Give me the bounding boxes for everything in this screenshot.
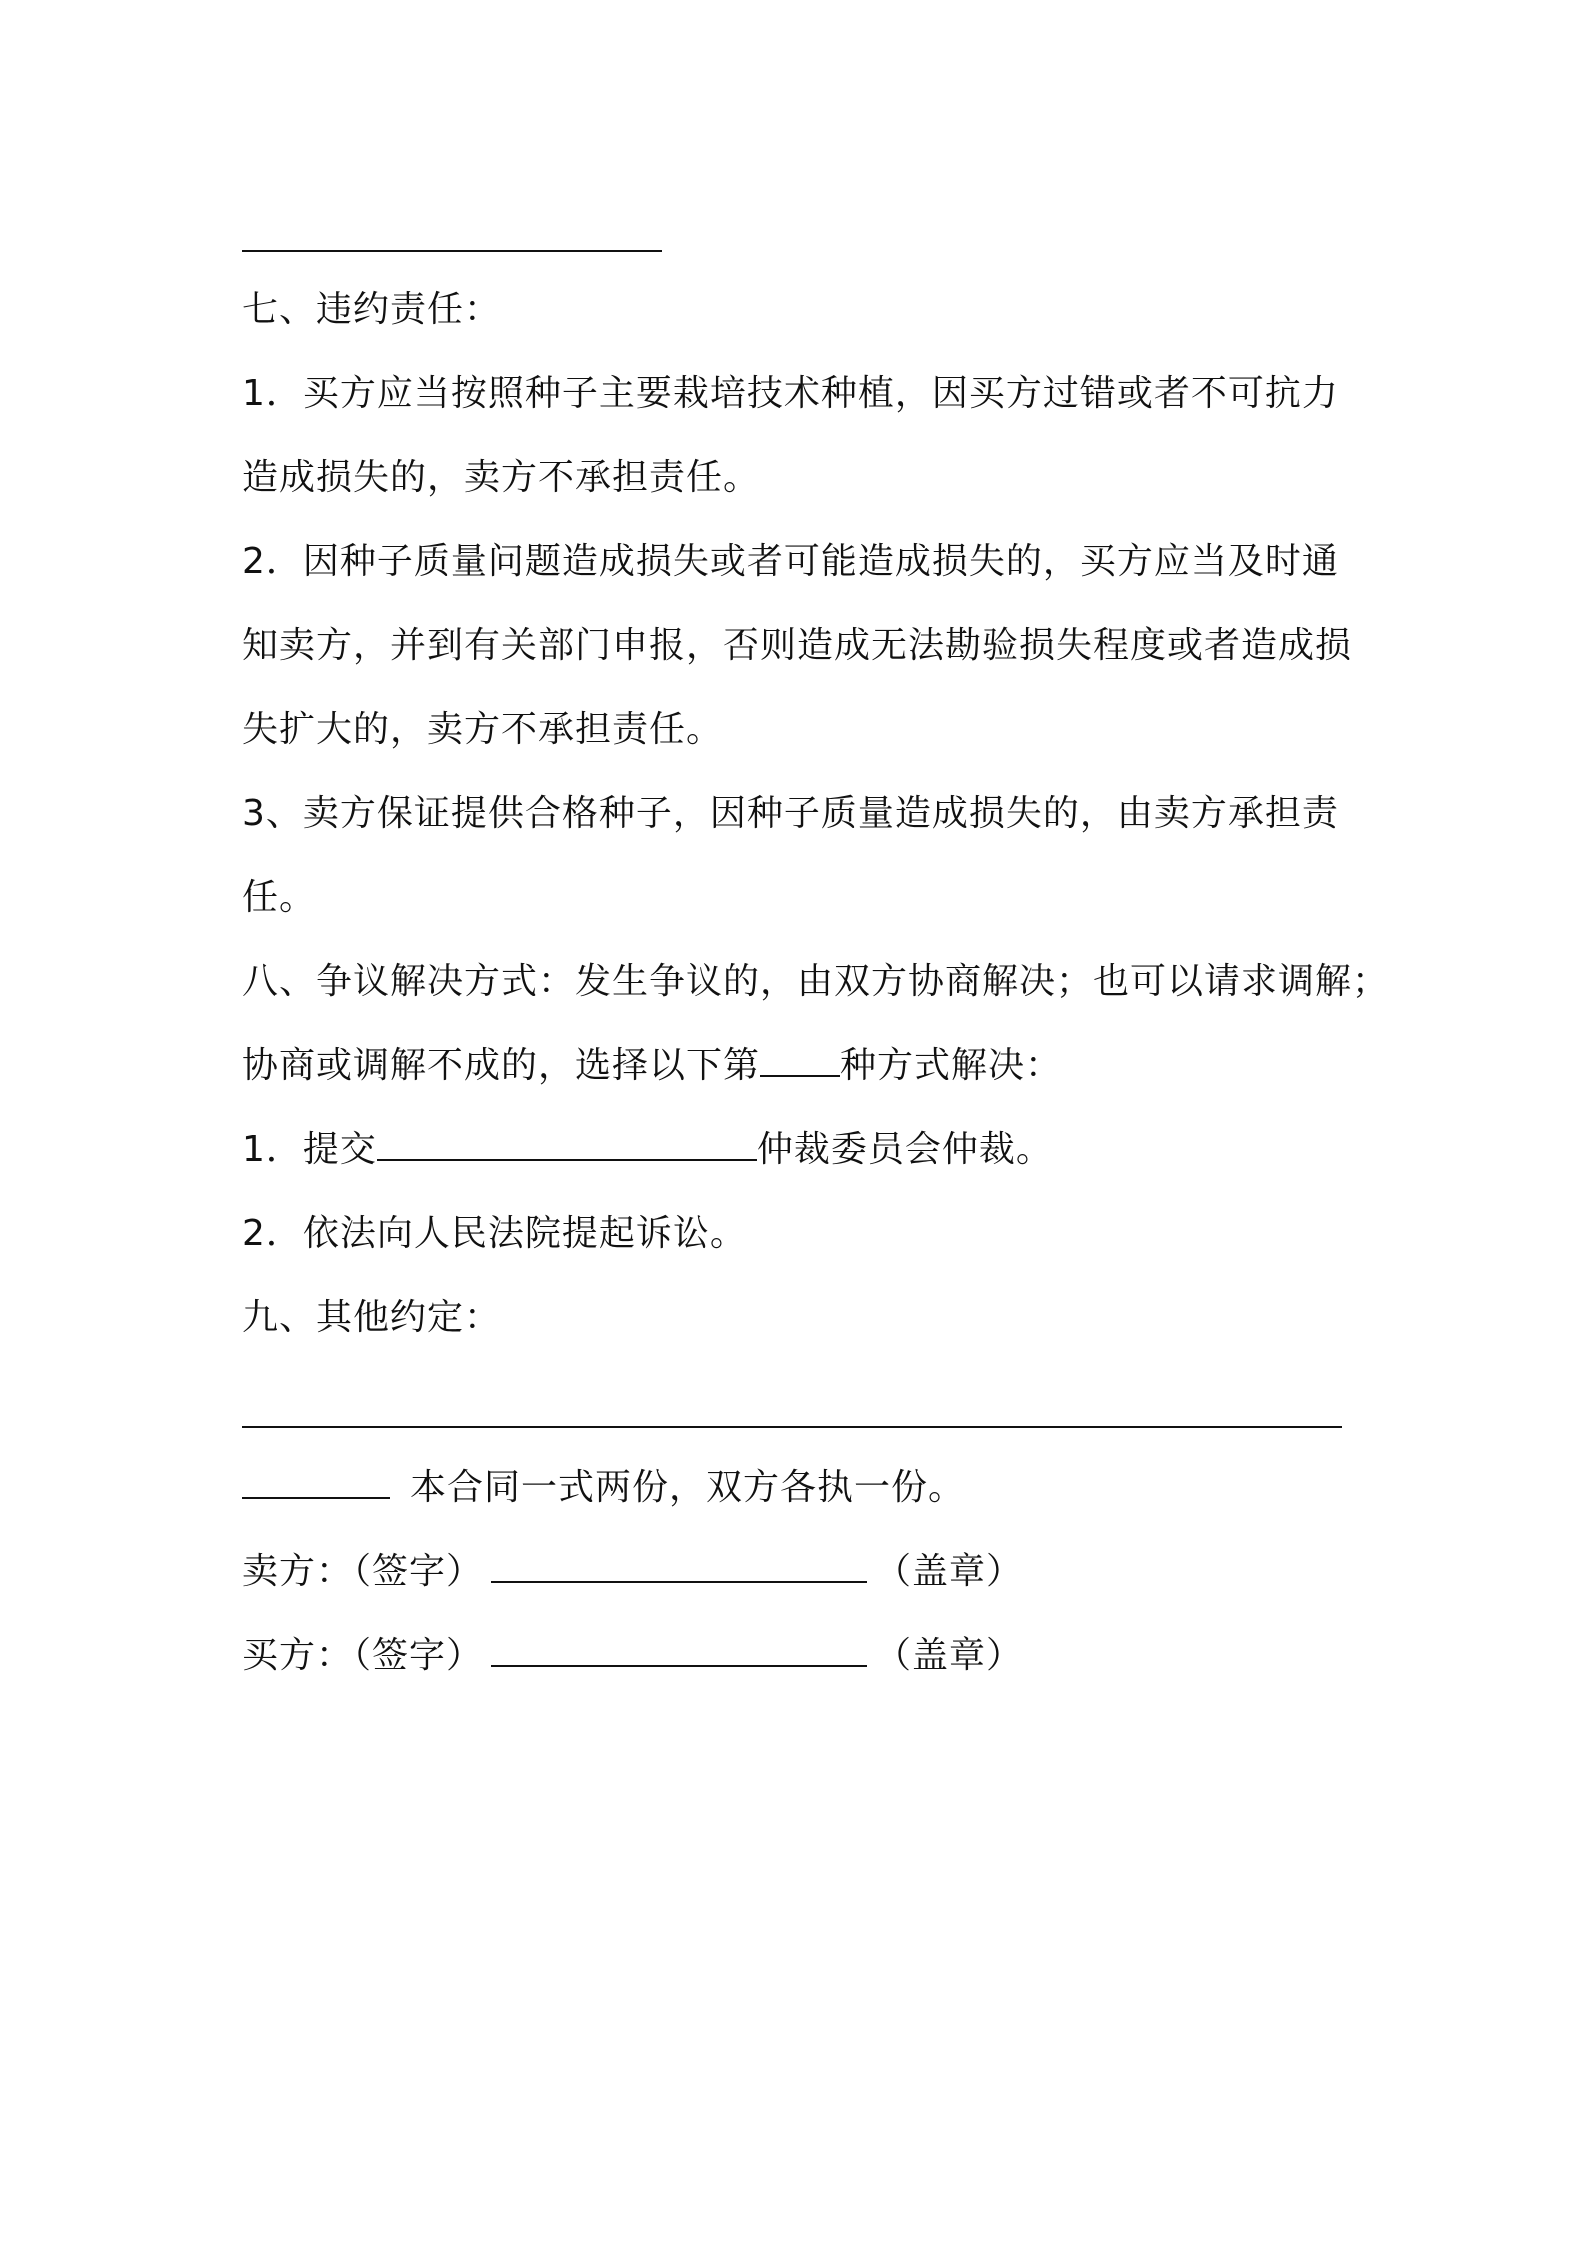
- section-nine-heading: 九、其他约定：: [242, 1297, 502, 1338]
- other-terms-blank-line[interactable]: [242, 1426, 1342, 1428]
- section-eight-line2: [242, 1024, 1362, 1108]
- section-eight-line2-post: 种方式解决：: [840, 1045, 1063, 1086]
- buyer-signature-line: [242, 1614, 1362, 1698]
- arbitration-commission-blank[interactable]: [377, 1129, 757, 1161]
- method-choice-blank[interactable]: [760, 1045, 840, 1077]
- seller-signature-line: [242, 1530, 1362, 1614]
- buyer-signature-blank[interactable]: [491, 1635, 867, 1667]
- closing-text: 本合同一式两份，双方各执一份。: [410, 1467, 966, 1508]
- section-eight-item1: [242, 1108, 1362, 1192]
- section-eight-item2: 2．依法向人民法院提起诉讼。: [242, 1213, 747, 1254]
- seller-signature-blank[interactable]: [491, 1551, 867, 1583]
- closing-line: [242, 1446, 1362, 1530]
- section-seven-item2-line1: 2．因种子质量问题造成损失或者可能造成损失的，买方应当及时通: [242, 541, 1339, 582]
- section-seven-item3-line2: 任。: [242, 877, 317, 918]
- section-seven-heading: 七、违约责任：: [242, 289, 502, 330]
- section-seven-item2-line3: 失扩大的，卖方不承担责任。: [242, 709, 724, 750]
- section-seven-item1-line2: 造成损失的，卖方不承担责任。: [242, 457, 761, 498]
- section-seven-item2-line2: 知卖方，并到有关部门申报，否则造成无法勘验损失程度或者造成损: [242, 625, 1353, 666]
- section-seven-item3-line1: 3、卖方保证提供合格种子，因种子质量造成损失的，由卖方承担责: [242, 793, 1339, 834]
- section-eight-item1-pre: 1．提交: [242, 1129, 377, 1170]
- buyer-label: 买方：（签字）: [242, 1635, 484, 1676]
- section-eight-line1: 八、争议解决方式：发生争议的，由双方协商解决；也可以请求调解；: [242, 961, 1390, 1002]
- seller-label: 卖方：（签字）: [242, 1551, 484, 1592]
- section-seven-item1-line1: 1．买方应当按照种子主要栽培技术种植，因买方过错或者不可抗力: [242, 373, 1339, 414]
- buyer-seal-label: （盖章）: [875, 1635, 1024, 1676]
- contract-closing: [242, 1446, 1362, 1698]
- section-eight-item1-post: 仲裁委员会仲裁。: [756, 1129, 1053, 1170]
- closing-blank[interactable]: [242, 1467, 390, 1499]
- top-blank-line[interactable]: [242, 250, 662, 252]
- seller-seal-label: （盖章）: [875, 1551, 1024, 1592]
- contract-body: [242, 268, 1390, 1376]
- section-eight-line2-pre: 协商或调解不成的，选择以下第: [242, 1045, 761, 1086]
